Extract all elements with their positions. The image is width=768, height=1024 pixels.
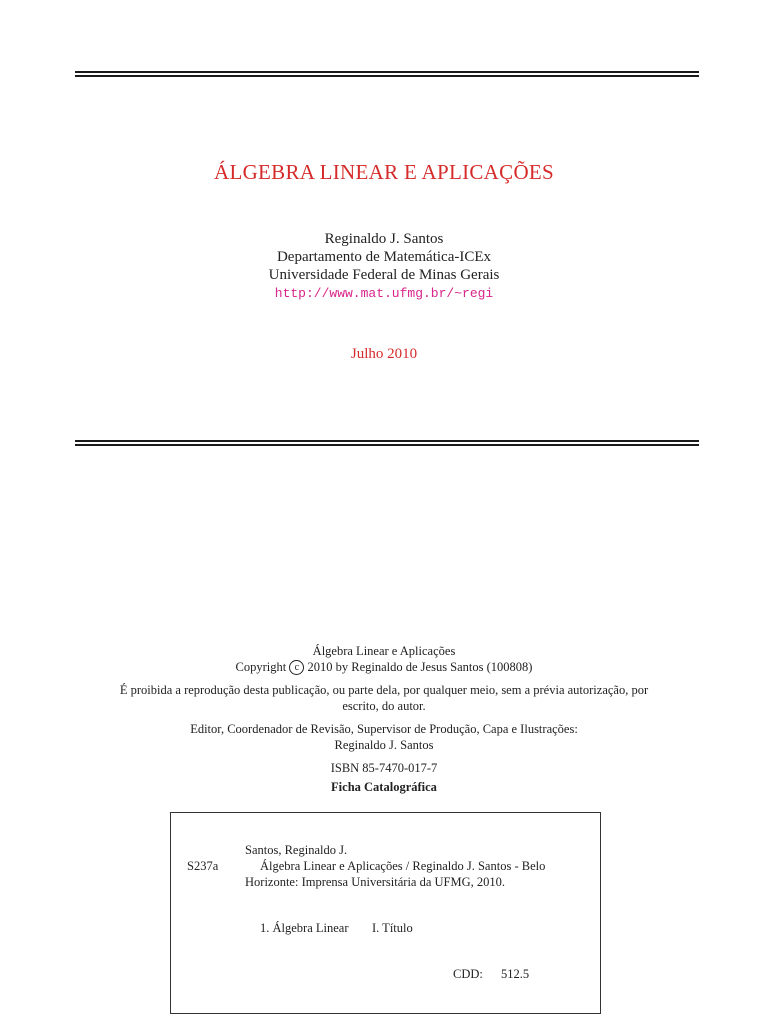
copyright-line [0, 659, 768, 675]
reproduction-notice-line1: É proibida a reprodução desta publicação, ou parte dela, por qualquer meio, sem a prévia autorização, por [119, 683, 649, 697]
credits-line2: Reginaldo J. Santos [334, 738, 434, 752]
ficha-heading: Ficha Catalográfica [331, 780, 437, 794]
author-department: Departamento de Matemática-ICEx [276, 249, 492, 265]
bottom-rule-2 [75, 444, 699, 446]
catalog-card [170, 812, 601, 1014]
reproduction-notice-line2: escrito, do autor. [342, 699, 426, 713]
ficha-code: S237a [187, 859, 219, 873]
ficha-cdd-label: CDD: [453, 967, 483, 981]
ficha-cdd-value: 512.5 [501, 967, 530, 981]
copyright-prefix: Copyright [235, 660, 287, 674]
colophon-title: Álgebra Linear e Aplicações [312, 644, 456, 658]
ficha-subject-2: I. Título [372, 921, 413, 935]
credits-line1: Editor, Coordenador de Revisão, Supervisor de Produção, Capa e Ilustrações: [190, 722, 578, 736]
book-title: ÁLGEBRA LINEAR E APLICAÇÕES [213, 160, 555, 184]
author-name: Reginaldo J. Santos [324, 231, 444, 247]
top-rule-2 [75, 75, 699, 77]
ficha-entry-line2: Horizonte: Imprensa Universitária da UFMG, 2010. [245, 875, 506, 889]
top-rule-1 [75, 71, 699, 73]
ficha-entry-line1: Álgebra Linear e Aplicações / Reginaldo J. Santos - Belo [260, 859, 546, 873]
isbn: ISBN 85-7470-017-7 [330, 761, 438, 775]
author-university: Universidade Federal de Minas Gerais [268, 267, 500, 283]
bottom-rule-1 [75, 440, 699, 442]
ficha-author: Santos, Reginaldo J. [245, 843, 348, 857]
author-url-link[interactable]: http://www.mat.ufmg.br/~regi [274, 286, 494, 301]
copyright-symbol-icon: c [289, 660, 304, 675]
copyright-text: 2010 by Reginaldo de Jesus Santos (100808) [307, 660, 533, 674]
ficha-subject-1: 1. Álgebra Linear [260, 921, 349, 935]
publication-date: Julho 2010 [350, 346, 418, 362]
